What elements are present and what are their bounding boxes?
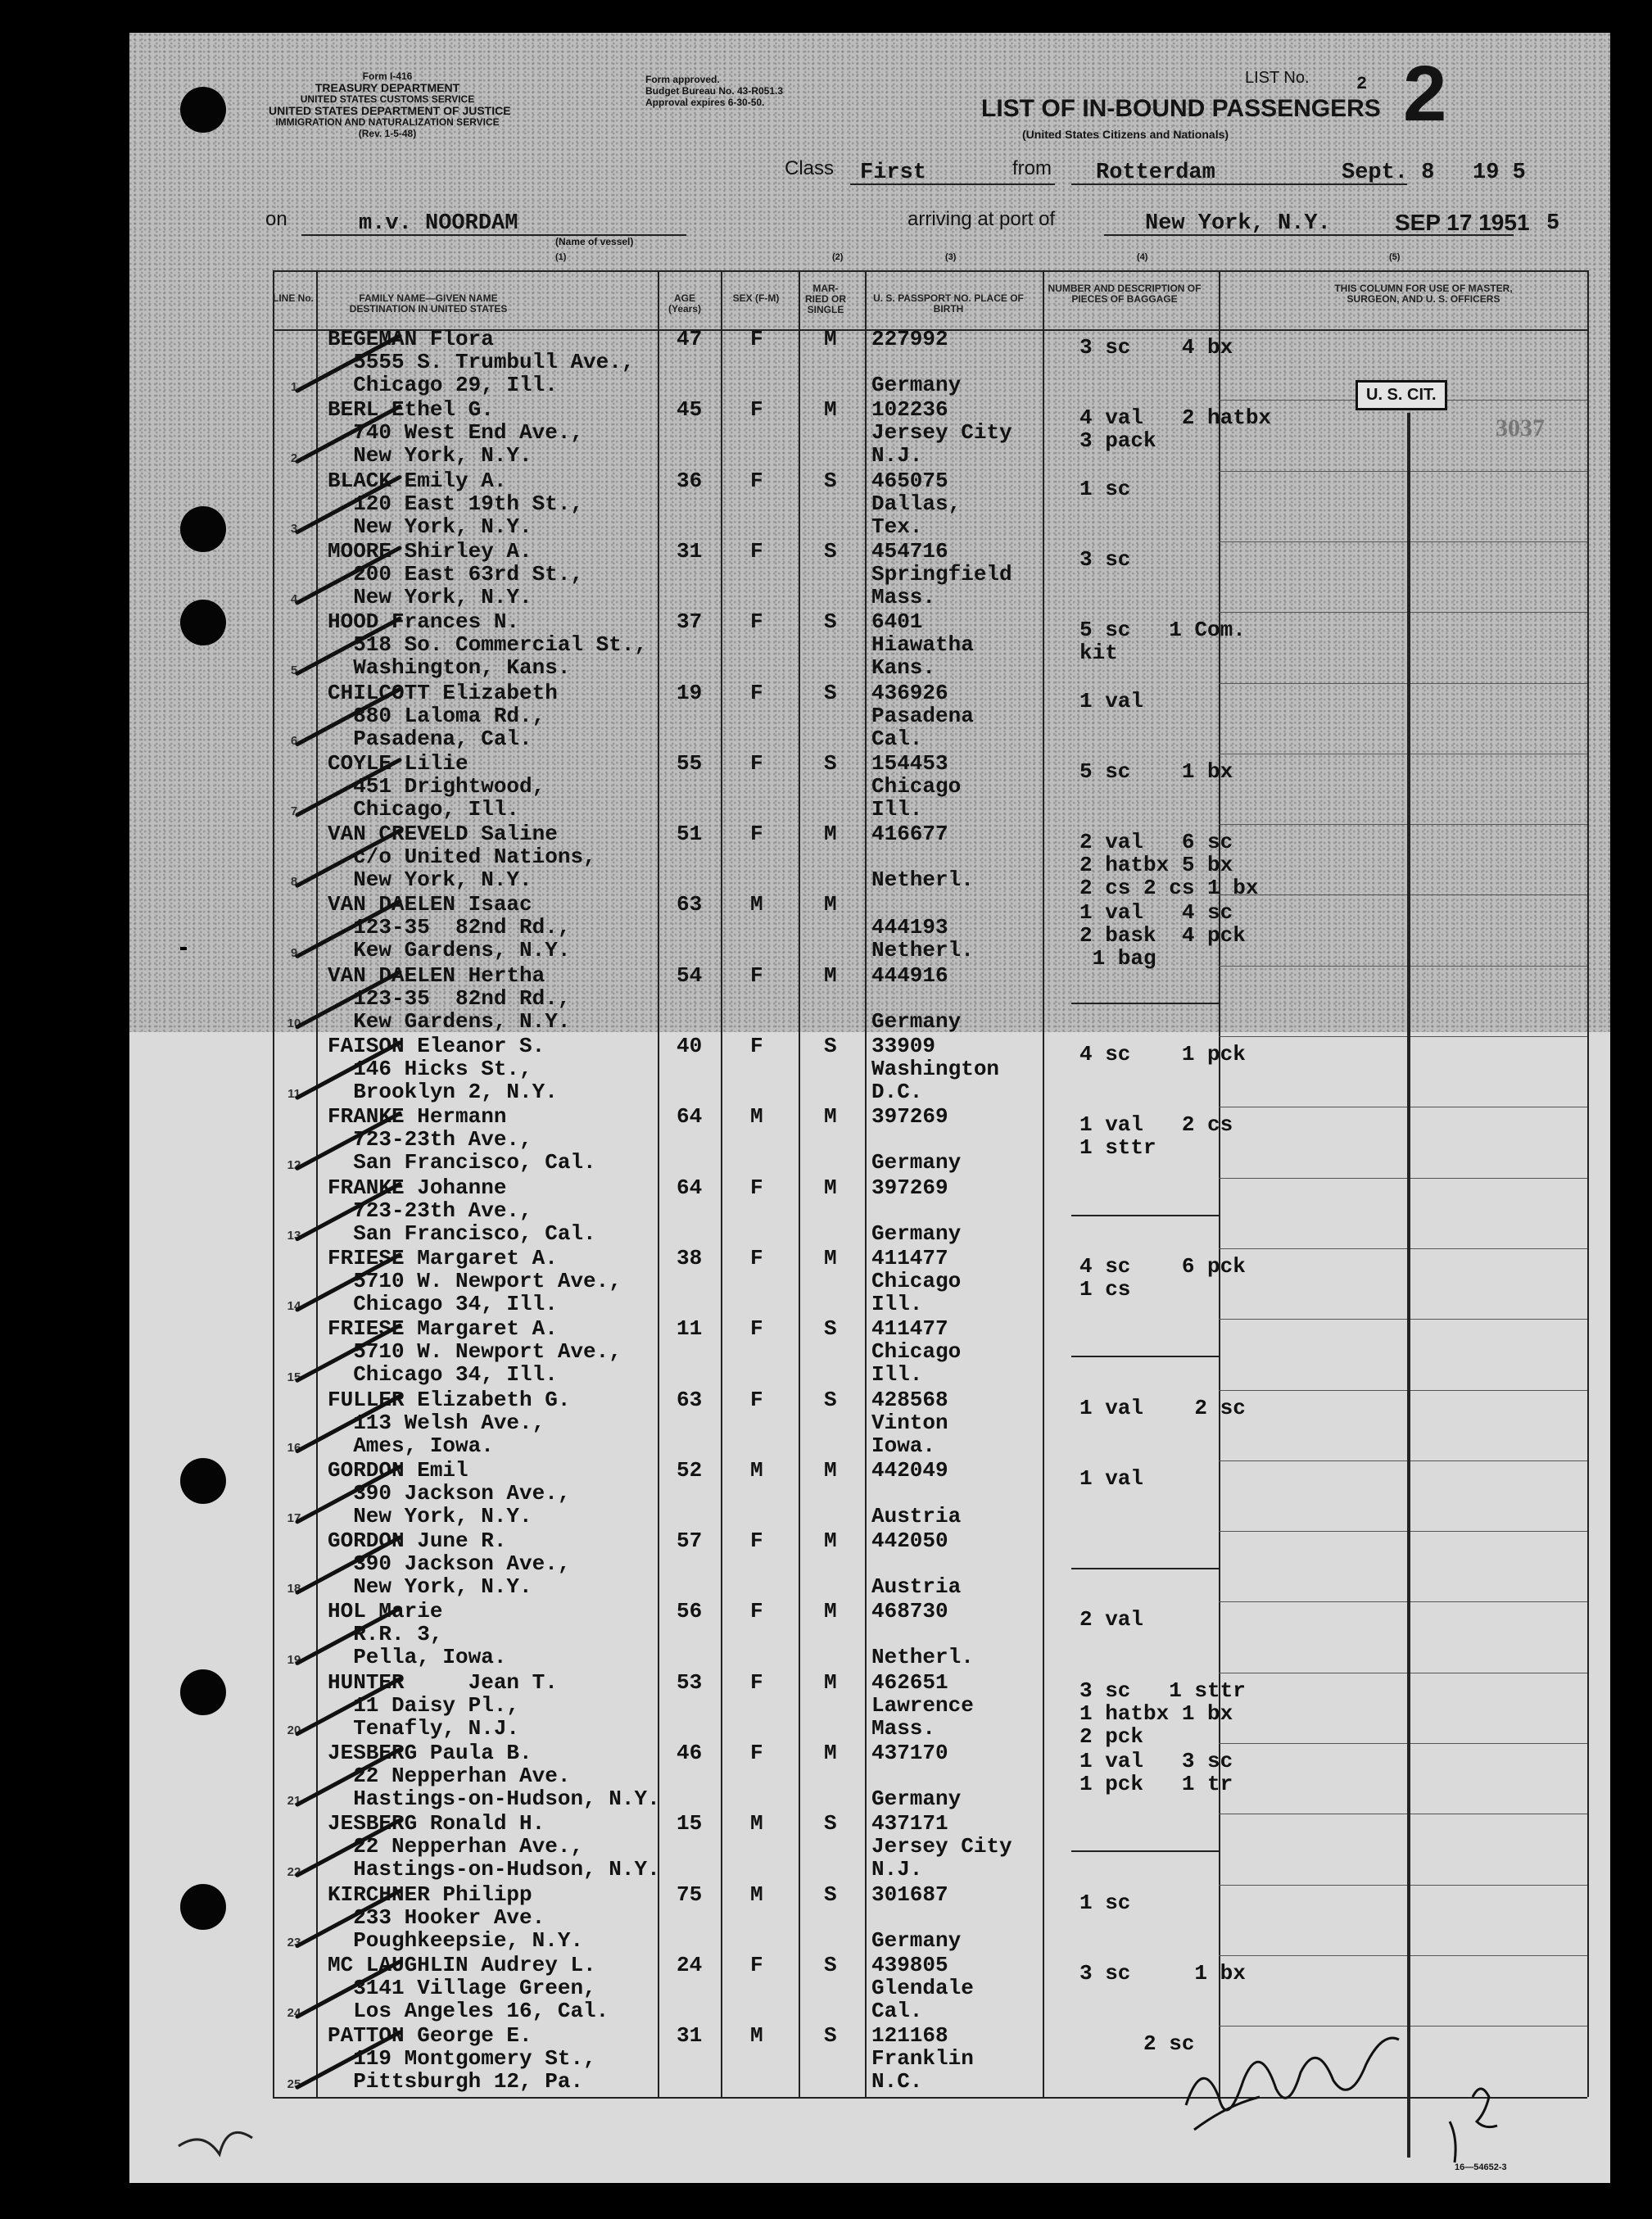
passenger-name-address: BLACK Emily A. 120 East 19th St., New York, N.Y. [328,468,584,539]
passenger-name-address: JESBERG Paula B. 22 Nepperhan Ave. Hastings-on-Hudson, N.Y. [328,1741,660,1811]
vessel-caption: (Name of vessel) [555,236,634,247]
passenger-name-address: CHILCOTT Elizabeth 880 Laloma Rd., Pasadena, Cal. [328,680,558,751]
arriving-label: arriving at port of [907,208,1056,230]
passenger-name-address: VAN DAELEN Hertha 123-35 82nd Rd., Kew Gardens, N.Y. [328,962,571,1034]
passenger-sex: M [750,1811,763,1836]
row-check-stroke [297,548,400,603]
baggage-description: 3 sc 1 sttr 1 hatbx 1 bx 2 pck [1079,1678,1246,1749]
passenger-marital-status: S [824,2023,837,2049]
baggage-description: 3 sc 4 bx [1079,335,1233,360]
line-number: 7 [290,804,298,819]
baggage-description: 2 val 6 sc 2 hatbx 5 bx 2 cs 2 cs 1 bx [1079,830,1259,901]
baggage-description: 4 sc 1 pck [1079,1042,1246,1066]
passenger-age: 24 [677,1952,703,1977]
col-married-heading: MAR- RIED OR SINGLE [804,283,846,315]
line-number: 11 [287,1087,301,1102]
passenger-age: 57 [677,1528,703,1554]
binder-mark [180,947,187,950]
line-number: 12 [287,1157,301,1172]
row-check-stroke [297,1537,400,1592]
row-check-stroke [297,1608,400,1663]
passenger-sex: F [750,1952,763,1977]
passenger-age: 54 [677,962,703,988]
line-number: 4 [290,592,298,607]
row-check-stroke [297,760,400,815]
passenger-sex: F [750,609,763,635]
passenger-sex: F [750,1599,763,1624]
passport-and-birthplace: 411477 Chicago Ill. [871,1316,962,1388]
col-name-heading: FAMILY NAME—GIVEN NAME DESTINATION IN UNITED STATES [349,292,508,315]
line-number: 14 [287,1299,301,1314]
passenger-sex: F [750,327,763,351]
row-check-stroke [297,2032,400,2087]
passenger-marital-status: M [824,1741,837,1765]
class-value: First [860,161,927,185]
passenger-name-address: FULLER Elizabeth G. 113 Welsh Ave., Ames, Iowa. [328,1387,571,1458]
passenger-marital-status: M [824,1457,837,1483]
baggage-description: 5 sc 1 bx [1079,759,1233,784]
col-sex-heading: SEX (F-M) [732,292,780,304]
passenger-age: 47 [677,327,703,351]
binder-hole-2 [180,506,226,552]
passenger-sex: F [750,397,763,423]
class-label: Class [785,157,835,179]
passport-and-birthplace: 301687 Germany [871,1882,962,1953]
passenger-name-address: MC LAUGHLIN Audrey L. 3141 Village Green, Los Angeles 16, Cal. [328,1952,609,2023]
binder-hole-3 [180,600,226,645]
passenger-age: 40 [677,1034,703,1058]
row-check-stroke [297,1820,400,1875]
line-number: 19 [287,1652,301,1667]
passenger-name-address: KIRCHNER Philipp 233 Hooker Ave. Poughkeepsie, N.Y. [328,1882,584,1953]
footer-code: 16—54652-3 [1455,2162,1507,2172]
passport-and-birthplace: 397269 Germany [871,1175,962,1246]
passenger-marital-status: M [824,397,837,423]
passport-and-birthplace: 436926 Pasadena Cal. [871,680,974,751]
row-check-stroke [297,1962,400,2017]
baggage-description: 1 val [1079,1465,1144,1491]
baggage-description: 1 sc [1079,1890,1131,1915]
passenger-marital-status: S [824,1316,837,1342]
baggage-description: 1 val 4 sc 2 bask 4 pck 1 bag [1079,900,1246,971]
passenger-name-address: FAISON Eleanor S. 146 Hicks St., Brooklyn 2, N.Y. [328,1034,558,1104]
passenger-name-address: HOOD Frances N. 518 So. Commercial St., Washington, Kans. [328,609,648,681]
row-check-stroke [297,406,400,461]
stamp-number: 3037 [1496,414,1545,442]
passenger-name-address: FRIESE Margaret A. 5710 W. Newport Ave., Chicago 34, Ill. [328,1245,622,1316]
passenger-age: 46 [677,1741,703,1765]
passport-and-birthplace: 121168 Franklin N.C. [871,2023,974,2094]
line-number: 25 [287,2076,301,2091]
colnum-5: (5) [1389,252,1401,262]
passport-and-birthplace: 227992 Germany [871,327,962,397]
line-number: 23 [287,1935,301,1950]
line-number: 1 [290,380,298,395]
passenger-marital-status: M [824,1245,837,1270]
binder-hole-6 [180,1884,226,1930]
line-number: 24 [287,2006,301,2021]
passenger-sex: M [750,1457,763,1483]
passport-and-birthplace: 439805 Glendale Cal. [871,1952,974,2023]
passenger-name-address: HUNTER Jean T. 11 Daisy Pl., Tenafly, N.J. [328,1669,558,1741]
passenger-sex: F [750,1528,763,1554]
line-number: 6 [290,733,298,748]
passenger-marital-status: S [824,1034,837,1058]
manifest-sheet [129,33,1610,2183]
passport-and-birthplace: 442049 Austria [871,1457,962,1528]
treasury-dept: TREASURY DEPARTMENT [315,81,460,94]
passenger-sex: F [750,1245,763,1270]
row-check-stroke [297,478,400,532]
passenger-age: 38 [677,1245,703,1270]
row-check-stroke [297,1679,400,1734]
col-line-heading: LINE No. [273,292,314,304]
passenger-age: 36 [677,468,703,493]
passenger-name-address: COYLE Lilie 451 Drightwood, Chicago, Ill. [328,750,545,822]
passport-and-birthplace: 411477 Chicago Ill. [871,1245,962,1316]
passenger-name-address: FRANKE Hermann 723-23th Ave., San Francisco, Cal. [328,1104,596,1175]
line-number: 2 [290,451,298,465]
arrival-port: New York, N.Y. [1145,211,1331,236]
passenger-age: 64 [677,1175,703,1200]
line-number: 15 [287,1370,301,1384]
passenger-age: 52 [677,1457,703,1483]
passport-and-birthplace: 442050 Austria [871,1528,962,1600]
passenger-age: 55 [677,750,703,776]
row-check-stroke [297,831,400,885]
passenger-marital-status: M [824,327,837,351]
passport-and-birthplace: 6401 Hiawatha Kans. [871,609,974,681]
passport-and-birthplace: 154453 Chicago Ill. [871,750,962,822]
passenger-marital-status: M [824,1599,837,1624]
passenger-marital-status: S [824,538,837,564]
line-number: 5 [290,663,298,677]
passenger-marital-status: M [824,1104,837,1130]
passenger-age: 19 [677,680,703,705]
row-check-stroke [297,1184,400,1239]
passport-and-birthplace: 444193 Netherl. [871,915,974,963]
row-check-stroke [297,1113,400,1168]
passenger-marital-status: M [824,822,837,847]
arrival-year-suffix: 5 [1546,211,1560,236]
passenger-marital-status: S [824,1811,837,1836]
col-baggage-heading: NUMBER AND DESCRIPTION OF PIECES OF BAGGAGE [1048,283,1202,305]
passenger-marital-status: S [824,680,837,705]
passenger-marital-status: S [824,1387,837,1412]
passenger-name-address: GORDON Emil 390 Jackson Ave., New York, N.Y. [328,1457,571,1528]
row-check-stroke [297,1467,400,1522]
col-passport-heading: U. S. PASSPORT NO. PLACE OF BIRTH [873,292,1024,315]
passenger-sex: F [750,1669,763,1695]
passport-and-birthplace: 437171 Jersey City N.J. [871,1811,1012,1882]
passenger-sex: F [750,1316,763,1342]
line-number: 16 [287,1440,301,1455]
passenger-name-address: FRANKE Johanne 723-23th Ave., San Francisco, Cal. [328,1175,596,1246]
us-citizen-stamp: U. S. CIT. [1356,380,1447,410]
colnum-1: (1) [555,252,567,262]
passenger-name-address: PATTON George E. 119 Montgomery St., Pittsburgh 12, Pa. [328,2023,596,2094]
row-check-stroke [297,618,400,673]
on-label: on [265,208,287,230]
row-check-stroke [297,1397,400,1451]
passenger-age: 51 [677,822,703,847]
passenger-name-address: FRIESE Margaret A. 5710 W. Newport Ave., Chicago 34, Ill. [328,1316,622,1388]
binder-hole-4 [180,1458,226,1504]
baggage-description: 3 sc [1079,546,1131,572]
row-check-stroke [297,1750,400,1805]
passenger-age: 31 [677,2023,703,2049]
passenger-sex: M [750,2023,763,2049]
passenger-sex: F [750,822,763,847]
passenger-sex: F [750,468,763,493]
passenger-age: 75 [677,1882,703,1907]
passenger-marital-status: S [824,468,837,493]
justice-dept: UNITED STATES DEPARTMENT OF JUSTICE [269,104,511,117]
passenger-marital-status: M [824,892,837,917]
baggage-description: 3 sc 1 bx [1079,1960,1246,1986]
baggage-description: 4 val 2 hatbx 3 pack [1079,405,1272,454]
passenger-marital-status: M [824,1175,837,1200]
passenger-marital-status: S [824,609,837,635]
form-title: LIST OF IN-BOUND PASSENGERS [981,95,1381,122]
line-number: 18 [287,1582,301,1596]
margin-pencil-mark [179,2132,252,2154]
line-number: 13 [287,1228,301,1243]
passenger-name-address: JESBERG Ronald H. 22 Nepperhan Ave., Hastings-on-Hudson, N.Y. [328,1811,660,1882]
passport-and-birthplace: 444916 Germany [871,962,962,1034]
passenger-marital-status: S [824,1952,837,1977]
passport-and-birthplace: 33909 Washington D.C. [871,1034,1000,1104]
departure-year: 19 5 [1473,161,1526,185]
from-value: Rotterdam [1096,161,1215,185]
baggage-description: 1 val 2 sc [1079,1395,1246,1420]
passenger-name-address: GORDON June R. 390 Jackson Ave., New York, N.Y. [328,1528,571,1600]
passenger-age: 37 [677,609,703,635]
passenger-sex: F [750,1034,763,1058]
passenger-sex: F [750,1741,763,1765]
passenger-name-address: HOL Marie R.R. 3, Pella, Iowa. [328,1599,507,1670]
line-number: 20 [287,1723,301,1737]
vessel-name: m.v. NOORDAM [359,211,518,236]
passenger-name-address: VAN CREVELD Saline c/o United Nations, New York, N.Y. [328,822,596,893]
passenger-marital-status: M [824,1669,837,1695]
line-number: 3 [290,521,298,536]
baggage-description: 4 sc 6 pck 1 cs [1079,1253,1246,1302]
passport-and-birthplace: 462651 Lawrence Mass. [871,1669,974,1741]
passenger-sex: F [750,1175,763,1200]
passenger-age: 45 [677,397,703,423]
col-officers-heading: THIS COLUMN FOR USE OF MASTER, SURGEON, AND U. S. OFFICERS [1334,283,1513,305]
passenger-marital-status: M [824,962,837,988]
passenger-marital-status: S [824,750,837,776]
passport-and-birthplace: 468730 Netherl. [871,1599,974,1670]
baggage-description: 2 val [1079,1607,1144,1633]
passenger-marital-status: M [824,1528,837,1554]
col-age-heading: AGE (Years) [668,292,702,315]
passport-and-birthplace: 437170 Germany [871,1741,962,1811]
passport-and-birthplace: 102236 Jersey City N.J. [871,397,1012,469]
line-number: 17 [287,1511,301,1526]
departure-date: Sept. 8 [1342,161,1435,185]
passenger-sex: F [750,750,763,776]
colnum-2: (2) [832,252,844,262]
row-checkmarks [297,336,400,2087]
row-check-stroke [297,1043,400,1098]
passenger-sex: F [750,962,763,988]
passenger-age: 64 [677,1104,703,1130]
line-number: 9 [290,945,298,960]
baggage-description: 5 sc 1 Com. kit [1079,618,1246,666]
budget-bureau: Budget Bureau No. 43-R051.3 [645,85,784,97]
colnum-4: (4) [1137,252,1148,262]
officer-initials [1450,2089,1497,2162]
passenger-age: 15 [677,1811,703,1836]
binder-hole-1 [180,87,226,133]
line-number: 8 [290,875,298,890]
row-check-stroke [297,690,400,745]
line-number: 21 [287,1794,301,1809]
passenger-name-address: MOORE Shirley A. 200 East 63rd St., New York, N.Y. [328,538,584,609]
binder-hole-5 [180,1669,226,1715]
passenger-sex: F [750,1387,763,1412]
row-check-stroke [297,901,400,956]
baggage-description: 2 sc [1079,2031,1195,2057]
row-check-stroke [297,1891,400,1946]
passenger-name-address: BEGEMAN Flora 5555 S. Trumbull Ave., Chicago 29, Ill. [328,327,635,397]
passenger-name-address: BERL Ethel G. 740 West End Ave., New York, N.Y. [328,397,584,469]
passenger-sex: M [750,1104,763,1130]
handwritten-marks [129,33,1610,2183]
passenger-age: 56 [677,1599,703,1624]
line-number: 22 [287,1864,301,1879]
passport-and-birthplace: 465075 Dallas, Tex. [871,468,962,539]
row-check-stroke [297,336,400,391]
passenger-name-address: VAN DAELEN Isaac 123-35 82nd Rd., Kew Gardens, N.Y. [328,892,571,963]
passport-and-birthplace: 416677 Netherl. [871,822,974,893]
passport-and-birthplace: 397269 Germany [871,1104,962,1175]
arrival-date-stamp: SEP 17 1951 [1395,210,1530,235]
line-number: 10 [287,1017,301,1030]
passenger-sex: F [750,538,763,564]
row-check-stroke [297,972,400,1027]
revision: (Rev. 1-5-48) [358,128,417,139]
passenger-marital-status: S [824,1882,837,1907]
baggage-description: 1 val 3 sc 1 pck 1 tr [1079,1749,1233,1796]
form-number: Form I-416 [362,70,413,82]
baggage-description: 1 val [1079,688,1144,713]
ins-service: IMMIGRATION AND NATURALIZATION SERVICE [275,116,500,128]
passport-and-birthplace: 454716 Springfield Mass. [871,538,1012,609]
passenger-age: 31 [677,538,703,564]
baggage-description: 1 val 2 cs 1 sttr [1079,1112,1233,1161]
baggage-description: 1 sc [1079,476,1131,501]
from-label: from [1012,157,1052,179]
list-no-label: LIST No. [1245,69,1310,87]
list-no-typed: 2 [1356,74,1368,94]
colnum-3: (3) [945,252,957,262]
passenger-age: 11 [677,1316,703,1342]
approval-label: Form approved. [645,74,720,85]
form-subtitle: (United States Citizens and Nationals) [1022,128,1229,141]
approval-expiry: Approval expires 6-30-50. [645,97,765,108]
passenger-sex: F [750,680,763,705]
row-check-stroke [297,1325,400,1380]
row-check-stroke [297,1255,400,1310]
passenger-sex: M [750,892,763,917]
officer-signature [1186,2038,1399,2130]
passenger-sex: M [750,1882,763,1907]
passport-and-birthplace: 428568 Vinton Iowa. [871,1387,948,1458]
passenger-age: 53 [677,1669,703,1695]
customs-service: UNITED STATES CUSTOMS SERVICE [300,93,475,105]
passenger-age: 63 [677,892,703,917]
passenger-age: 63 [677,1387,703,1412]
list-no-big: 2 [1403,50,1447,138]
